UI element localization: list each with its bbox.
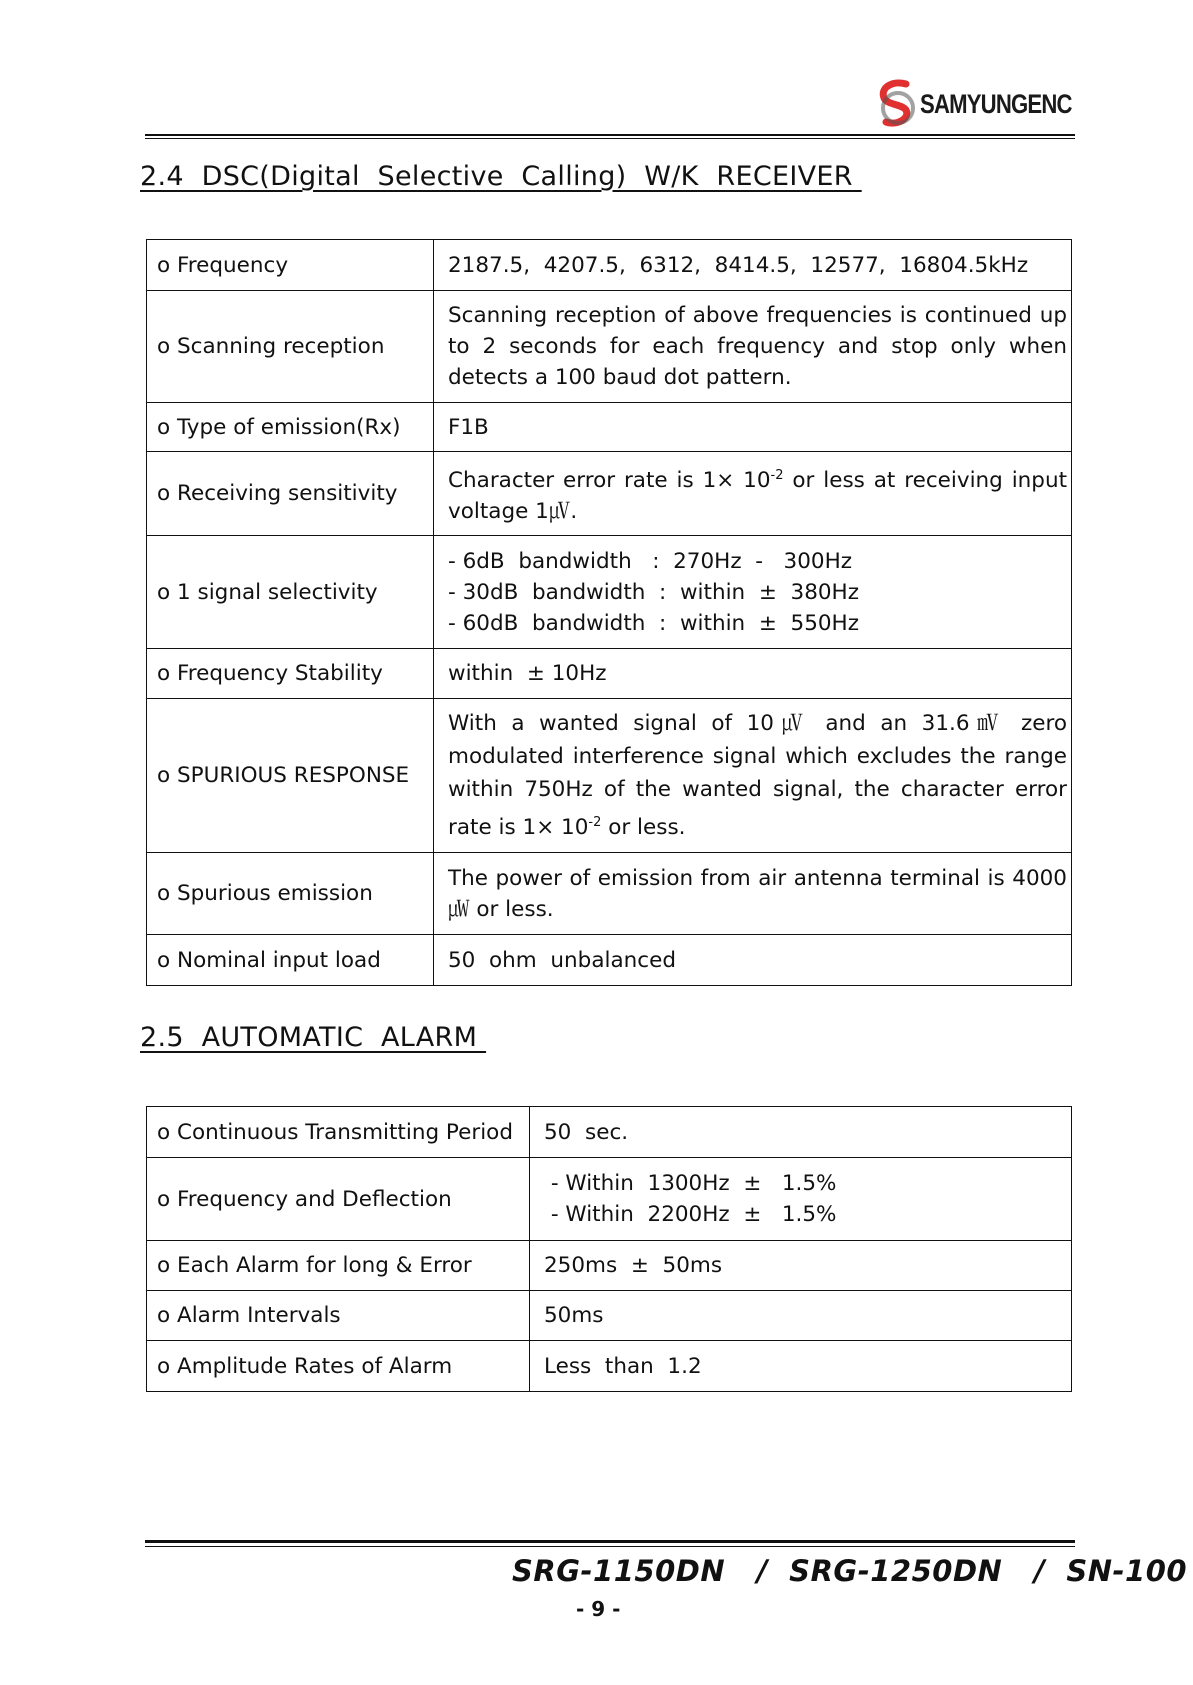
table-row bbox=[147, 536, 1072, 649]
spec-value bbox=[530, 1341, 1072, 1392]
value-line: 250ms ± 50ms bbox=[544, 1253, 723, 1278]
spec-label: o Frequency bbox=[147, 240, 434, 291]
spec-value bbox=[530, 1107, 1072, 1158]
table-row bbox=[147, 699, 1072, 853]
value-line: - 6dB bandwidth : 270Hz - 300Hz bbox=[448, 548, 853, 574]
value-line: 50 sec. bbox=[544, 1119, 629, 1145]
spec-label: o Spurious emission bbox=[147, 853, 434, 935]
value-line: Less than 1.2 bbox=[544, 1353, 702, 1379]
value-text: Character error rate is 1× 10 bbox=[448, 468, 771, 494]
header-rule-thin bbox=[145, 138, 1075, 139]
table-row bbox=[147, 1291, 1072, 1341]
spec-value bbox=[434, 452, 1072, 536]
exponent: -2 bbox=[770, 468, 784, 483]
value-text: or less at receiving input voltage 1㎶. bbox=[448, 468, 1067, 525]
value-line: 2187.5, 4207.5, 6312, 8414.5, 12577, 16804.5kHz bbox=[448, 252, 1029, 278]
samyung-logo-icon bbox=[876, 78, 916, 130]
spec-label: o Nominal input load bbox=[147, 935, 434, 986]
spec-value bbox=[530, 1241, 1072, 1291]
footer-rule-thin bbox=[145, 1546, 1075, 1547]
spec-value bbox=[434, 536, 1072, 649]
spec-label: o Each Alarm for long & Error bbox=[147, 1241, 530, 1291]
value-line: - 30dB bandwidth : within ± 380Hz bbox=[448, 579, 860, 605]
footer-model-names: SRG-1150DN / SRG-1250DN / SN-100 bbox=[512, 1554, 1188, 1588]
header-rule bbox=[145, 134, 1075, 136]
spec-value: Scanning reception of above frequencies is continued up to 2 seconds for each frequency and stop only when detects a 100 baud dot pattern. bbox=[434, 291, 1072, 403]
spec-label: o Receiving sensitivity bbox=[147, 452, 434, 536]
spec-label: o Amplitude Rates of Alarm bbox=[147, 1341, 530, 1392]
spec-label: o Alarm Intervals bbox=[147, 1291, 530, 1341]
spec-label: o 1 signal selectivity bbox=[147, 536, 434, 649]
spec-value bbox=[434, 699, 1072, 853]
spec-value: The power of emission from air antenna terminal is 4000㎼ or less. bbox=[434, 853, 1072, 935]
spec-value bbox=[434, 403, 1072, 452]
table-row bbox=[147, 1107, 1072, 1158]
table-row bbox=[147, 649, 1072, 699]
table-row bbox=[147, 1341, 1072, 1392]
spec-value bbox=[530, 1291, 1072, 1341]
company-logo bbox=[876, 74, 1105, 134]
footer-rule bbox=[145, 1540, 1075, 1543]
value-line: within ± 10Hz bbox=[448, 661, 607, 687]
table-row bbox=[147, 291, 1072, 403]
spec-label: o Scanning reception bbox=[147, 291, 434, 403]
value-line: - Within 2200Hz ± 1.5% bbox=[544, 1202, 837, 1227]
table-row bbox=[147, 935, 1072, 986]
spec-value bbox=[434, 649, 1072, 699]
spec-label: o Continuous Transmitting Period bbox=[147, 1107, 530, 1158]
spec-label: o Type of emission(Rx) bbox=[147, 403, 434, 452]
spec-label: o Frequency and Deflection bbox=[147, 1158, 530, 1241]
value-line: F1B bbox=[448, 414, 489, 440]
table-row bbox=[147, 1158, 1072, 1241]
spec-label: o SPURIOUS RESPONSE bbox=[147, 699, 434, 853]
exponent: -2 bbox=[588, 815, 602, 831]
spec-label: o Frequency Stability bbox=[147, 649, 434, 699]
value-text: With a wanted signal of 10㎶ and an 31.6㎷ zero modulated interference signal which excludes the range within 750Hz of the wanted signal, the character error rate is 1× 10 bbox=[448, 711, 1067, 841]
value-line: - Within 1300Hz ± 1.5% bbox=[544, 1171, 837, 1196]
dsc-receiver-spec-table bbox=[146, 239, 1072, 986]
automatic-alarm-spec-table bbox=[146, 1106, 1072, 1392]
table-row bbox=[147, 853, 1072, 935]
spec-value bbox=[530, 1158, 1072, 1241]
value-line: 50ms bbox=[544, 1303, 604, 1328]
value-line: - 60dB bandwidth : within ± 550Hz bbox=[448, 610, 860, 636]
table-row bbox=[147, 240, 1072, 291]
value-text: or less. bbox=[601, 815, 686, 841]
section-title-dsc-receiver: 2.4 DSC(Digital Selective Calling) W/K RECEIVER bbox=[140, 161, 862, 192]
value-line: 50 ohm unbalanced bbox=[448, 947, 676, 973]
spec-value bbox=[434, 240, 1072, 291]
page-number: - 9 - bbox=[576, 1597, 621, 1621]
table-row bbox=[147, 1241, 1072, 1291]
spec-value bbox=[434, 935, 1072, 986]
brand-name: SAMYUNGENC bbox=[920, 88, 1072, 119]
table-row bbox=[147, 452, 1072, 536]
section-title-automatic-alarm: 2.5 AUTOMATIC ALARM bbox=[140, 1022, 487, 1053]
table-row bbox=[147, 403, 1072, 452]
